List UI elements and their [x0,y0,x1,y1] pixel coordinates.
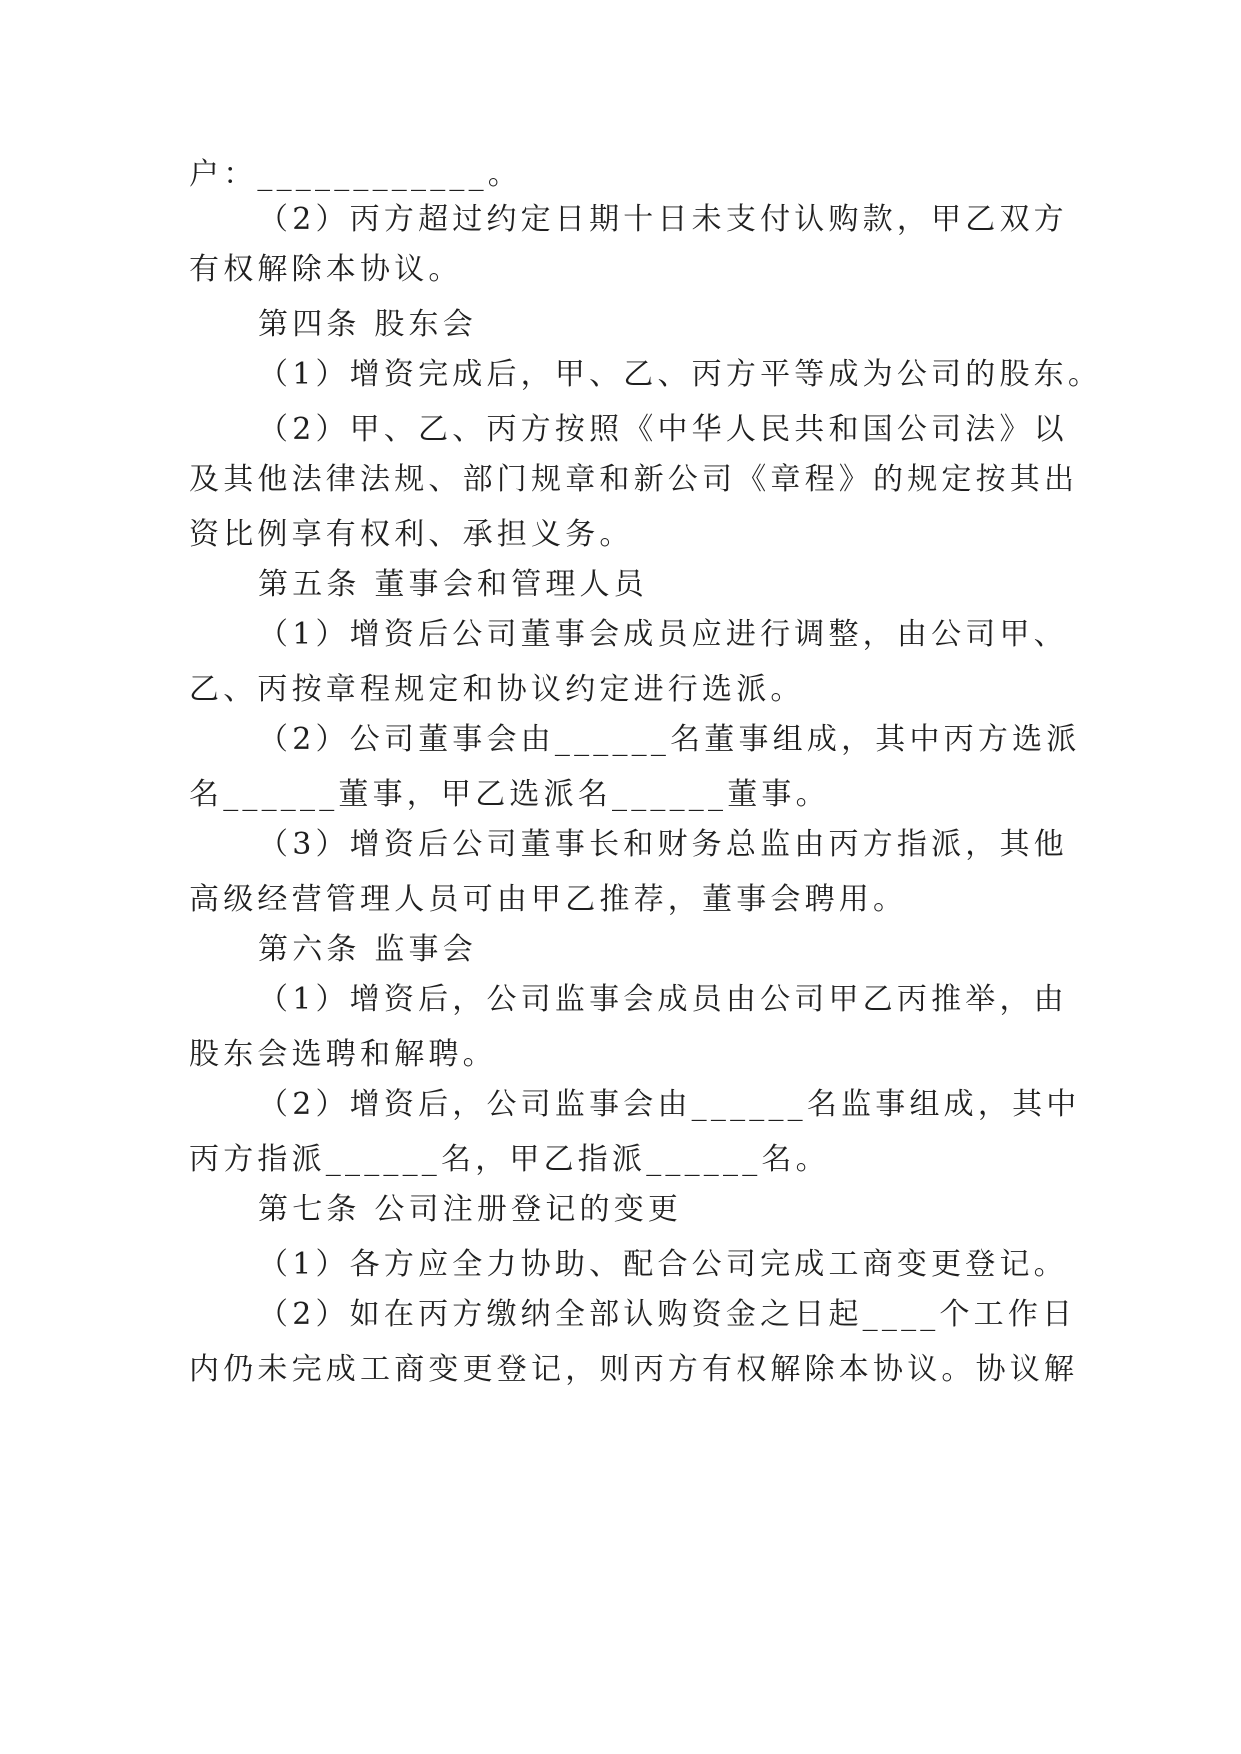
section-heading: 第六条 监事会 [258,932,477,967]
text-line: 丙方指派______名，甲乙指派______名。 [189,1142,830,1177]
text-line: （1）各方应全力协助、配合公司完成工商变更登记。 [258,1247,1068,1282]
text-line: （1）增资后公司董事会成员应进行调整，由公司甲、 [258,617,1068,652]
text-line: 资比例享有权利、承担义务。 [189,517,634,552]
text-line: （1）增资后，公司监事会成员由公司甲乙丙推举，由 [258,982,1068,1017]
text-line: 股东会选聘和解聘。 [189,1037,497,1072]
section-heading: 第四条 股东会 [258,307,477,342]
text-line: 名______董事，甲乙选派名______董事。 [189,777,830,812]
text-line: 高级经营管理人员可由甲乙推荐，董事会聘用。 [189,882,908,917]
section-heading: 第五条 董事会和管理人员 [258,567,648,602]
text-line: 有权解除本协议。 [189,252,463,287]
text-line: （1）增资完成后，甲、乙、丙方平等成为公司的股东。 [258,357,1103,392]
text-line: （3）增资后公司董事长和财务总监由丙方指派，其他 [258,827,1068,862]
text-line: （2）如在丙方缴纳全部认购资金之日起____个工作日 [258,1297,1077,1332]
text-line: 及其他法律法规、部门规章和新公司《章程》的规定按其出 [189,462,1079,497]
text-line: 户：____________。 [189,157,522,192]
text-line: （2）公司董事会由______名董事组成，其中丙方选派 [258,722,1081,757]
text-line: （2）增资后，公司监事会由______名监事组成，其中 [258,1087,1081,1122]
text-line: 内仍未完成工商变更登记，则丙方有权解除本协议。协议解 [189,1352,1079,1387]
section-heading: 第七条 公司注册登记的变更 [258,1192,683,1227]
text-line: 乙、丙按章程规定和协议约定进行选派。 [189,672,805,707]
text-line: （2）丙方超过约定日期十日未支付认购款，甲乙双方 [258,202,1068,237]
text-line: （2）甲、乙、丙方按照《中华人民共和国公司法》以 [258,412,1068,447]
